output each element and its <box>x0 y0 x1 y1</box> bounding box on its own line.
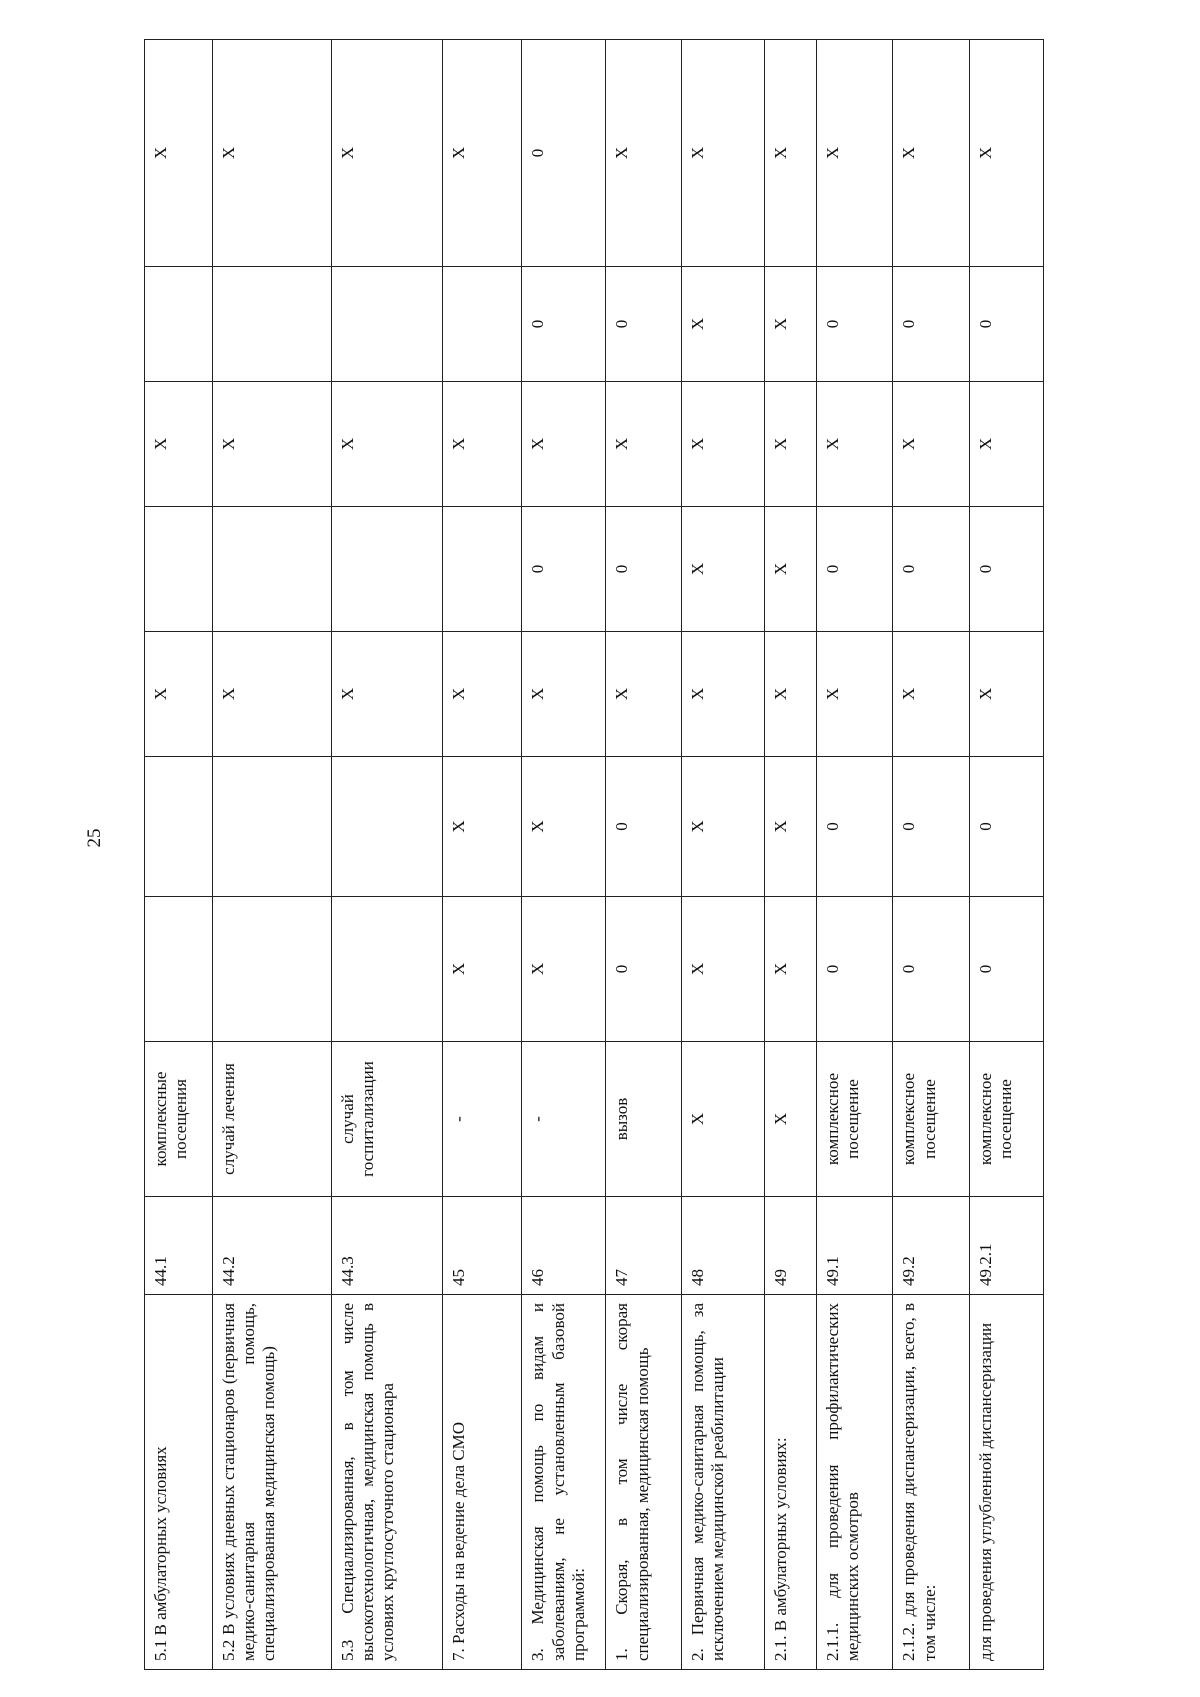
value-cell-col-4: X <box>681 507 764 632</box>
value-cell-col-7: X <box>212 40 331 267</box>
row-name-cell: 5.3 Специализированная, в том числе высокотехнологичная, медицинская помощь в условиях круглосуточного стационара <box>331 1295 442 1670</box>
row-code-cell: 46 <box>522 1197 606 1295</box>
row-name-cell: для проведения углубленной диспансеризации <box>969 1295 1043 1670</box>
row-name-cell: 2.1.2. для проведения диспансеризации, всего, в том числе: <box>893 1295 969 1670</box>
value-cell-col-3: X <box>442 632 522 757</box>
row-unit-cell: комплексное посещение <box>969 1042 1043 1197</box>
table-row <box>331 40 442 1670</box>
value-cell-col-2: 0 <box>969 757 1043 897</box>
value-cell-col-2: X <box>764 757 816 897</box>
value-cell-col-6: X <box>764 267 816 382</box>
page-number: 25 <box>84 828 105 848</box>
value-cell-col-1: X <box>681 897 764 1042</box>
row-name-cell: 2. Первичная медико-санитарная помощь, за исключением медицинской реабилитации <box>681 1295 764 1670</box>
value-cell-col-6: 0 <box>606 267 681 382</box>
value-cell-col-3: X <box>893 632 969 757</box>
value-cell-col-5: X <box>331 382 442 507</box>
value-cell-col-3: X <box>969 632 1043 757</box>
row-unit-cell: комплексные посещения <box>145 1042 213 1197</box>
value-cell-col-5: X <box>681 382 764 507</box>
row-name-cell: 7. Расходы на ведение дела СМО <box>442 1295 522 1670</box>
row-unit-cell: случай госпитализации <box>331 1042 442 1197</box>
value-cell-col-3: X <box>764 632 816 757</box>
value-cell-col-7: X <box>817 40 893 267</box>
value-cell-col-7: X <box>442 40 522 267</box>
value-cell-col-6: 0 <box>893 267 969 382</box>
value-cell-col-1: 0 <box>817 897 893 1042</box>
row-unit-cell: X <box>681 1042 764 1197</box>
value-cell-col-2: 0 <box>817 757 893 897</box>
table-body <box>145 40 1044 1670</box>
value-cell-col-5: X <box>893 382 969 507</box>
value-cell-col-2: X <box>442 757 522 897</box>
table-row <box>681 40 764 1670</box>
value-cell-col-3: X <box>522 632 606 757</box>
value-cell-col-1: 0 <box>969 897 1043 1042</box>
value-cell-col-5: X <box>442 382 522 507</box>
row-code-cell: 48 <box>681 1197 764 1295</box>
row-unit-cell: комплексное посещение <box>817 1042 893 1197</box>
value-cell-col-4: 0 <box>893 507 969 632</box>
table-row <box>893 40 969 1670</box>
table-row <box>764 40 816 1670</box>
value-cell-col-3: X <box>145 632 213 757</box>
value-cell-col-6 <box>145 267 213 382</box>
table-row <box>522 40 606 1670</box>
row-code-cell: 49.2 <box>893 1197 969 1295</box>
row-unit-cell: X <box>764 1042 816 1197</box>
value-cell-col-4: 0 <box>606 507 681 632</box>
value-cell-col-4: X <box>764 507 816 632</box>
value-cell-col-5: X <box>145 382 213 507</box>
row-code-cell: 49.1 <box>817 1197 893 1295</box>
row-code-cell: 49 <box>764 1197 816 1295</box>
value-cell-col-7: X <box>145 40 213 267</box>
row-code-cell: 47 <box>606 1197 681 1295</box>
row-unit-cell: комплексное посещение <box>893 1042 969 1197</box>
row-unit-cell: - <box>442 1042 522 1197</box>
table-row <box>606 40 681 1670</box>
value-cell-col-1: X <box>764 897 816 1042</box>
value-cell-col-1 <box>212 897 331 1042</box>
value-cell-col-3: X <box>681 632 764 757</box>
value-cell-col-6: 0 <box>522 267 606 382</box>
value-cell-col-4: 0 <box>522 507 606 632</box>
row-unit-cell: случай лечения <box>212 1042 331 1197</box>
value-cell-col-5: X <box>212 382 331 507</box>
row-unit-cell: - <box>522 1042 606 1197</box>
row-name-cell: 2.1.1. для проведения профилактических медицинских осмотров <box>817 1295 893 1670</box>
value-cell-col-7: X <box>606 40 681 267</box>
row-name-cell: 5.2 В условиях дневных стационаров (первичная медико-санитарная помощь, специализированная медицинская помощь) <box>212 1295 331 1670</box>
value-cell-col-2 <box>145 757 213 897</box>
value-cell-col-1: 0 <box>893 897 969 1042</box>
value-cell-col-7: X <box>893 40 969 267</box>
value-cell-col-2 <box>331 757 442 897</box>
row-name-cell: 1. Скорая, в том числе скорая специализированная, медицинская помощь <box>606 1295 681 1670</box>
value-cell-col-6: 0 <box>969 267 1043 382</box>
value-cell-col-4 <box>442 507 522 632</box>
row-code-cell: 49.2.1 <box>969 1197 1043 1295</box>
value-cell-col-7: X <box>331 40 442 267</box>
value-cell-col-2: X <box>522 757 606 897</box>
value-cell-col-6 <box>442 267 522 382</box>
value-cell-col-7: X <box>681 40 764 267</box>
row-code-cell: 45 <box>442 1197 522 1295</box>
value-cell-col-3: X <box>331 632 442 757</box>
value-cell-col-6: X <box>681 267 764 382</box>
row-name-cell: 3. Медицинская помощь по видам и заболеваниям, не установленным базовой программой: <box>522 1295 606 1670</box>
value-cell-col-5: X <box>764 382 816 507</box>
value-cell-col-5: X <box>522 382 606 507</box>
value-cell-col-2: X <box>681 757 764 897</box>
value-cell-col-7: 0 <box>522 40 606 267</box>
value-cell-col-4: 0 <box>969 507 1043 632</box>
value-cell-col-4: 0 <box>817 507 893 632</box>
value-cell-col-1: 0 <box>606 897 681 1042</box>
value-cell-col-1: X <box>442 897 522 1042</box>
value-cell-col-5: X <box>969 382 1043 507</box>
value-cell-col-3: X <box>606 632 681 757</box>
value-cell-col-6 <box>331 267 442 382</box>
table-row <box>145 40 213 1670</box>
value-cell-col-1 <box>331 897 442 1042</box>
value-cell-col-7: X <box>969 40 1043 267</box>
value-cell-col-2 <box>212 757 331 897</box>
value-cell-col-4 <box>212 507 331 632</box>
value-cell-col-6 <box>212 267 331 382</box>
value-cell-col-2: 0 <box>893 757 969 897</box>
table-row <box>212 40 331 1670</box>
value-cell-col-3: X <box>817 632 893 757</box>
row-code-cell: 44.2 <box>212 1197 331 1295</box>
rotated-table-container <box>144 40 1044 1670</box>
row-code-cell: 44.1 <box>145 1197 213 1295</box>
value-cell-col-4 <box>145 507 213 632</box>
table-row <box>969 40 1043 1670</box>
row-name-cell: 2.1. В амбулаторных условиях: <box>764 1295 816 1670</box>
value-cell-col-1 <box>145 897 213 1042</box>
value-cell-col-6: 0 <box>817 267 893 382</box>
row-name-cell: 5.1 В амбулаторных условиях <box>145 1295 213 1670</box>
table-row <box>817 40 893 1670</box>
value-cell-col-5: X <box>606 382 681 507</box>
row-code-cell: 44.3 <box>331 1197 442 1295</box>
value-cell-col-4 <box>331 507 442 632</box>
table-row <box>442 40 522 1670</box>
row-unit-cell: вызов <box>606 1042 681 1197</box>
value-cell-col-3: X <box>212 632 331 757</box>
value-cell-col-1: X <box>522 897 606 1042</box>
value-cell-col-2: 0 <box>606 757 681 897</box>
data-table <box>144 39 1044 1670</box>
value-cell-col-7: X <box>764 40 816 267</box>
value-cell-col-5: X <box>817 382 893 507</box>
